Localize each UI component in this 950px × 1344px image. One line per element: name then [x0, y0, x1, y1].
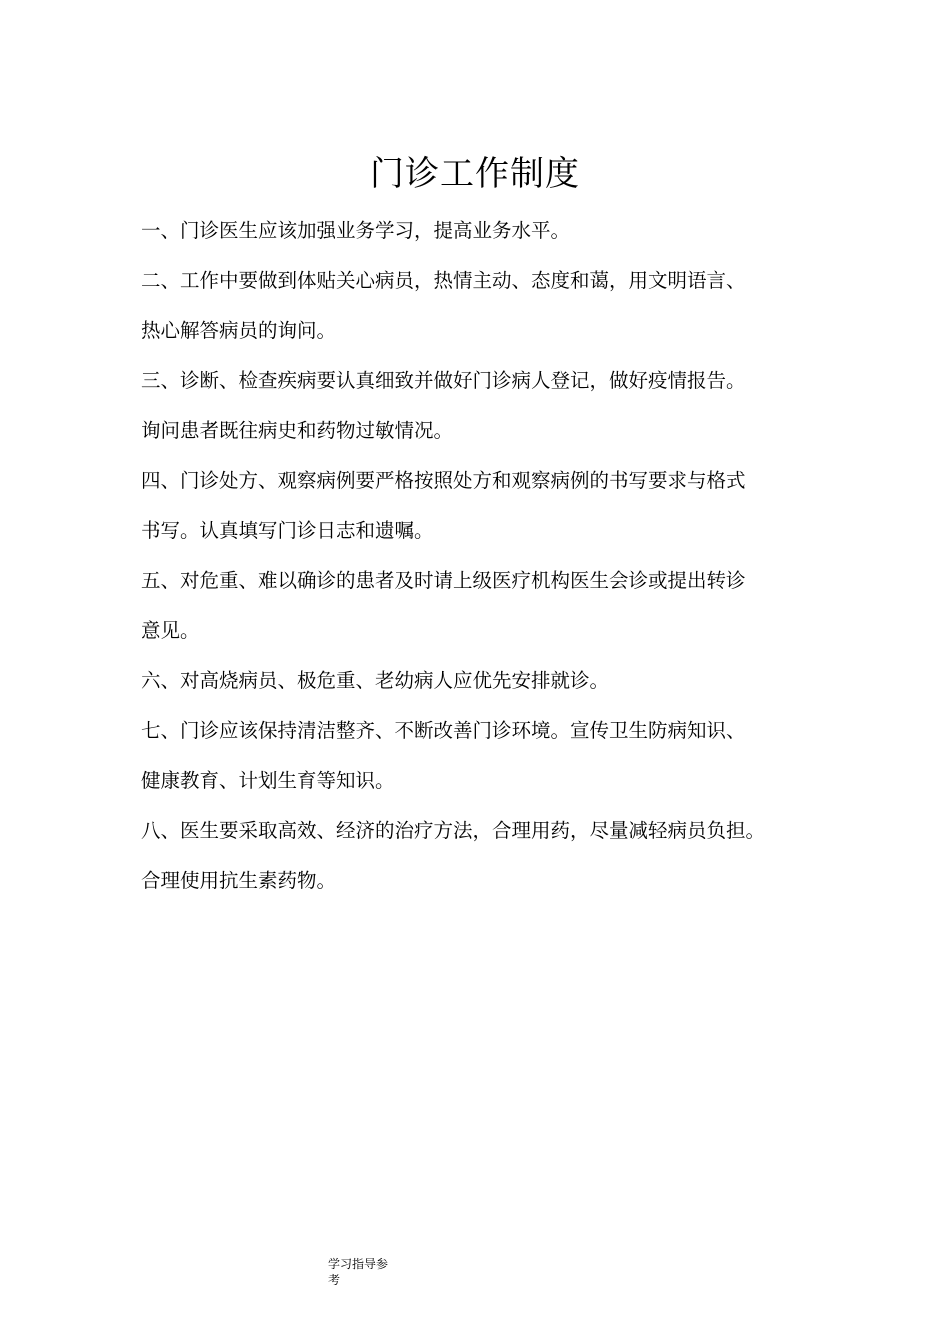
text-line: 书写。认真填写门诊日志和遗嘱。 [141, 519, 434, 542]
page-footer [328, 1256, 408, 1288]
text-line: 合理使用抗生素药物。 [141, 869, 337, 892]
text-line: 七、门诊应该保持清洁整齐、不断改善门诊环境。宣传卫生防病知识、 [141, 719, 746, 742]
text-line: 五、对危重、难以确诊的患者及时请上级医疗机构医生会诊或提出转诊 [141, 569, 746, 592]
footer-text: 考 [328, 1273, 341, 1287]
text-line: 四、门诊处方、观察病例要严格按照处方和观察病例的书写要求与格式 [141, 469, 746, 492]
text-line: 八、医生要采取高效、经济的治疗方法，合理用药，尽量减轻病员负担。 [141, 819, 766, 842]
text-line: 六、对高烧病员、极危重、老幼病人应优先安排就诊。 [141, 669, 610, 692]
page-title: 门诊工作制度 [370, 154, 580, 194]
text-line: 一、门诊医生应该加强业务学习，提高业务水平。 [141, 219, 571, 242]
text-line: 健康教育、计划生育等知识。 [141, 769, 395, 792]
text-line: 二、工作中要做到体贴关心病员，热情主动、态度和蔼，用文明语言、 [141, 269, 746, 292]
text-line: 询问患者既往病史和药物过敏情况。 [141, 419, 454, 442]
text-line: 热心解答病员的询问。 [141, 319, 337, 342]
document-body [141, 206, 831, 906]
footer-text: 学习指导参 [328, 1257, 389, 1271]
text-line: 意见。 [141, 619, 200, 642]
text-line: 三、诊断、检查疾病要认真细致并做好门诊病人登记，做好疫情报告。 [141, 369, 746, 392]
